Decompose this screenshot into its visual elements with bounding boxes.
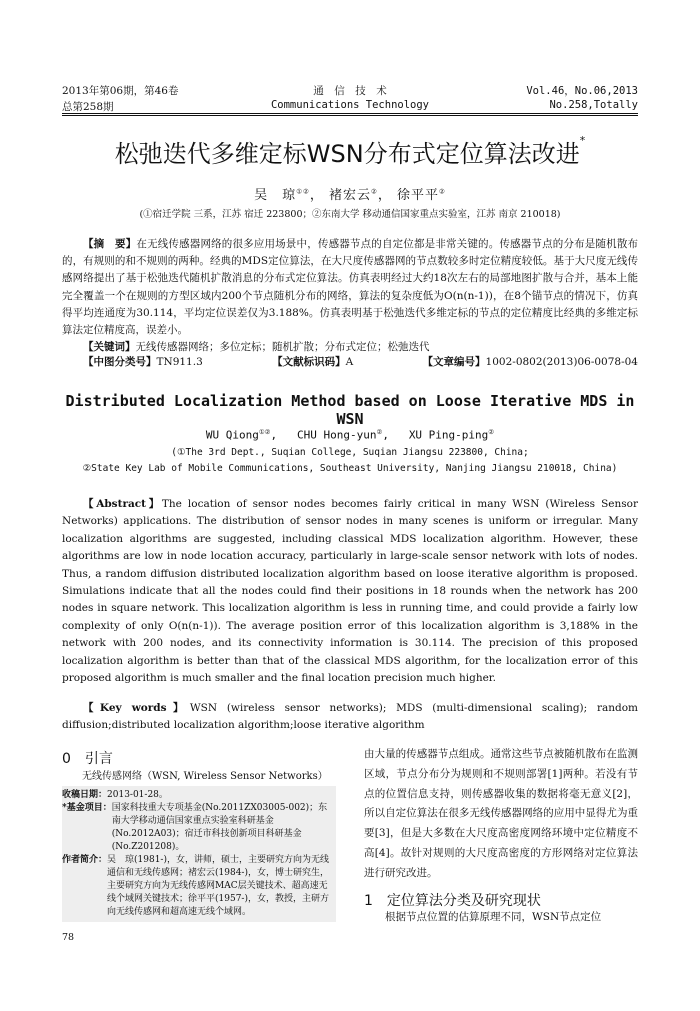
paper-title-text: 松弛迭代多维定标WSN分布式定位算法改进 <box>114 140 580 168</box>
en-abstract-text: The location of sensor nodes becomes fairly critical in many WSN (Wireless Sensor Networks) applications. The distribution of sensor nodes in many scenes is uniform or irregular. Many localization algorithms are suggested, including classical MDS localization algorithm. However, these algorithms are low in node location accuracy, particularly in large-scale sensor network with lots of nodes. Thus, a random diffusion distributed localization algorithm based on loose iterative algorithm is proposed. Simulations indicate that all the nodes could find their positions in 18 rounds when the network has 200 nodes in square network. This localization algorithm is less in running time, and could provide a fairly low complexity of only O(n(n-1)). The average position error of this localization algorithm is 3,188% in the network with 200 nodes, and its connectivity information is 30.114. The precision of this proposed localization algorithm is better than that of the classical MDS algorithm, for the localization error of this proposed algorithm is much smaller and the final location precision much higher. <box>62 498 638 685</box>
section-0-heading: 0 引言 <box>62 751 113 767</box>
section-1-heading: 1 定位算法分类及研究现状 <box>364 893 541 909</box>
fund-label: *基金项目： <box>62 803 112 813</box>
section-1-text: 根据节点位置的估算原理不同，WSN节点定位 <box>385 911 602 923</box>
section-0-right-text: 由大量的传感器节点组成。通常这些节点被随机散布在监测区域，节点分布分为规则和不规则部署[1]两种。若没有节点的位置信息支持，则传感器收集的数据将毫无意义[2]，所以自定位算法在很多无线传感器网络的应用中显得尤为重要[3]，但是大多数在大尺度高密度网络环境中定位精度不高[4]。故针对规则的大尺度高密度的方形网络对定位算法进行研究改进。 <box>364 748 638 879</box>
header-total-number: No.258,Totally <box>549 99 638 111</box>
author-2: 褚宏云 <box>328 188 371 203</box>
header-journal-issue: 2013年第06期，第46卷 <box>62 85 179 97</box>
header-volume: Vol.46，No.06,2013 <box>526 85 638 97</box>
en-author-2-affil: ② <box>376 428 383 436</box>
en-abstract-label: 【Abstract】 <box>83 498 162 510</box>
paper-title <box>62 134 638 169</box>
en-author-1-affil: ①② <box>258 428 271 436</box>
clc-value: TN911.3 <box>156 356 203 368</box>
author-1: 吴 琼 <box>254 188 297 203</box>
header-journal-name: 通 信 技 术 <box>313 85 387 97</box>
en-author-3: XU Ping-ping <box>408 428 489 442</box>
cn-abstract <box>62 236 638 356</box>
author-3: 徐平平 <box>396 188 439 203</box>
author-1-affil: ①② <box>296 187 310 196</box>
english-abstract <box>62 496 638 687</box>
received-label: 收稿日期： <box>62 790 108 800</box>
header-rule-2 <box>62 115 638 116</box>
doc-code-label: 【文献标识码】 <box>272 356 346 368</box>
section-0-left-text: 无线传感网络（WSN, Wireless Sensor Networks） <box>82 771 328 782</box>
clc-label: 【中图分类号】 <box>83 356 157 368</box>
authors: 吴 琼①②， 褚宏云②， 徐平平② <box>254 187 446 203</box>
bio-text: 吴 琼(1981-)，女，讲师，硕士，主要研究方向为无线通信和无线传感网；褚宏云(1984-)，女，博士研究生，主要研究方向为无线传感网MAC层关键技术、超高速无线个域网关键技术；徐平平(1957-)，女，教授，主研方向无线传感网和超高速无线个域网。 <box>107 855 329 917</box>
en-keywords-label: 【Key words】 <box>83 702 190 714</box>
english-authors: WU Qiong①②, CHU Hong-yun②, XU Ping-ping② <box>205 428 495 442</box>
cn-keywords-label: 【关键词】 <box>83 341 136 354</box>
en-author-1: WU Qiong <box>205 428 259 442</box>
en-author-3-affil: ② <box>488 428 495 436</box>
cn-abstract-label: 【摘 要】 <box>83 238 137 250</box>
classification-row <box>62 354 638 369</box>
cn-keywords-text: 无线传感器网络；多位定标；随机扩散；分布式定位；松弛迭代 <box>135 341 430 354</box>
english-affiliation-1: (①The 3rd Dept., Suqian College, Suqian Jiangsu 223800, China; <box>171 447 529 458</box>
cn-abstract-text: 在无线传感器网络的很多应用场景中，传感器节点的自定位都是非常关键的。传感器节点的分布是随机散布的，有规则的和不规则的两种。经典的MDS定位算法，在大尺度传感器网的节点数较多时定位精度较低。基于大尺度无线传感网络提出了基于松弛迭代随机扩散消息的分布式定位算法。仿真表明经过大约18次左右的局部地图扩散与合并，基本上能完全覆盖一个在规则的方型区域内200个节点随机分布的网络，算法的复杂度低为O(n(n-1))，在8个锚节点的情况下，仿真得平均连通度为30.114，平均定位误差仅为3.188%。仿真表明基于松弛迭代多维定标的节点的定位精度比经典的多维定标算法定位精度高，误差小。 <box>62 238 639 337</box>
fund-text: 国家科技重大专项基金(No.2011ZX03005-002)；东南大学移动通信国家重点实验室科研基金(No.2012A03)；宿迁市科技创新项目科研基金(No.Z201208)。 <box>111 803 328 852</box>
article-no-label: 【文章编号】 <box>422 356 486 368</box>
english-keywords <box>62 700 638 735</box>
received-date: 2013-01-28。 <box>107 790 168 800</box>
en-keywords-text: WSN (wireless sensor networks); MDS (multi-dimensional scaling); random diffusion;distributed localization algorithm;loose iterative algorithm <box>62 702 638 732</box>
affiliation: (①宿迁学院 三系，江苏 宿迁 223800；②东南大学 移动通信国家重点实验室，江苏 南京 210018) <box>139 209 561 220</box>
title-footnote-mark: * <box>579 134 586 147</box>
author-3-affil: ② <box>438 187 446 196</box>
doc-code-value: A <box>345 356 354 368</box>
article-no-value: 1002-0802(2013)06-0078-04 <box>485 356 638 368</box>
english-affiliation-2: ②State Key Lab of Mobile Communications, Southeast University, Nanjing Jiangsu 210018, China) <box>82 463 618 474</box>
en-author-2: CHU Hong-yun <box>297 428 377 442</box>
header-journal-en: Communications Technology <box>270 99 430 111</box>
bio-label: 作者简介： <box>62 855 108 865</box>
header-rule <box>62 113 638 114</box>
header-total-issue: 总第258期 <box>62 101 114 113</box>
page-number: 78 <box>62 932 75 943</box>
author-2-affil: ② <box>371 187 378 196</box>
footnote-box <box>62 786 336 922</box>
english-title: Distributed Localization Method based on Loose Iterative MDS in WSN <box>65 392 635 428</box>
